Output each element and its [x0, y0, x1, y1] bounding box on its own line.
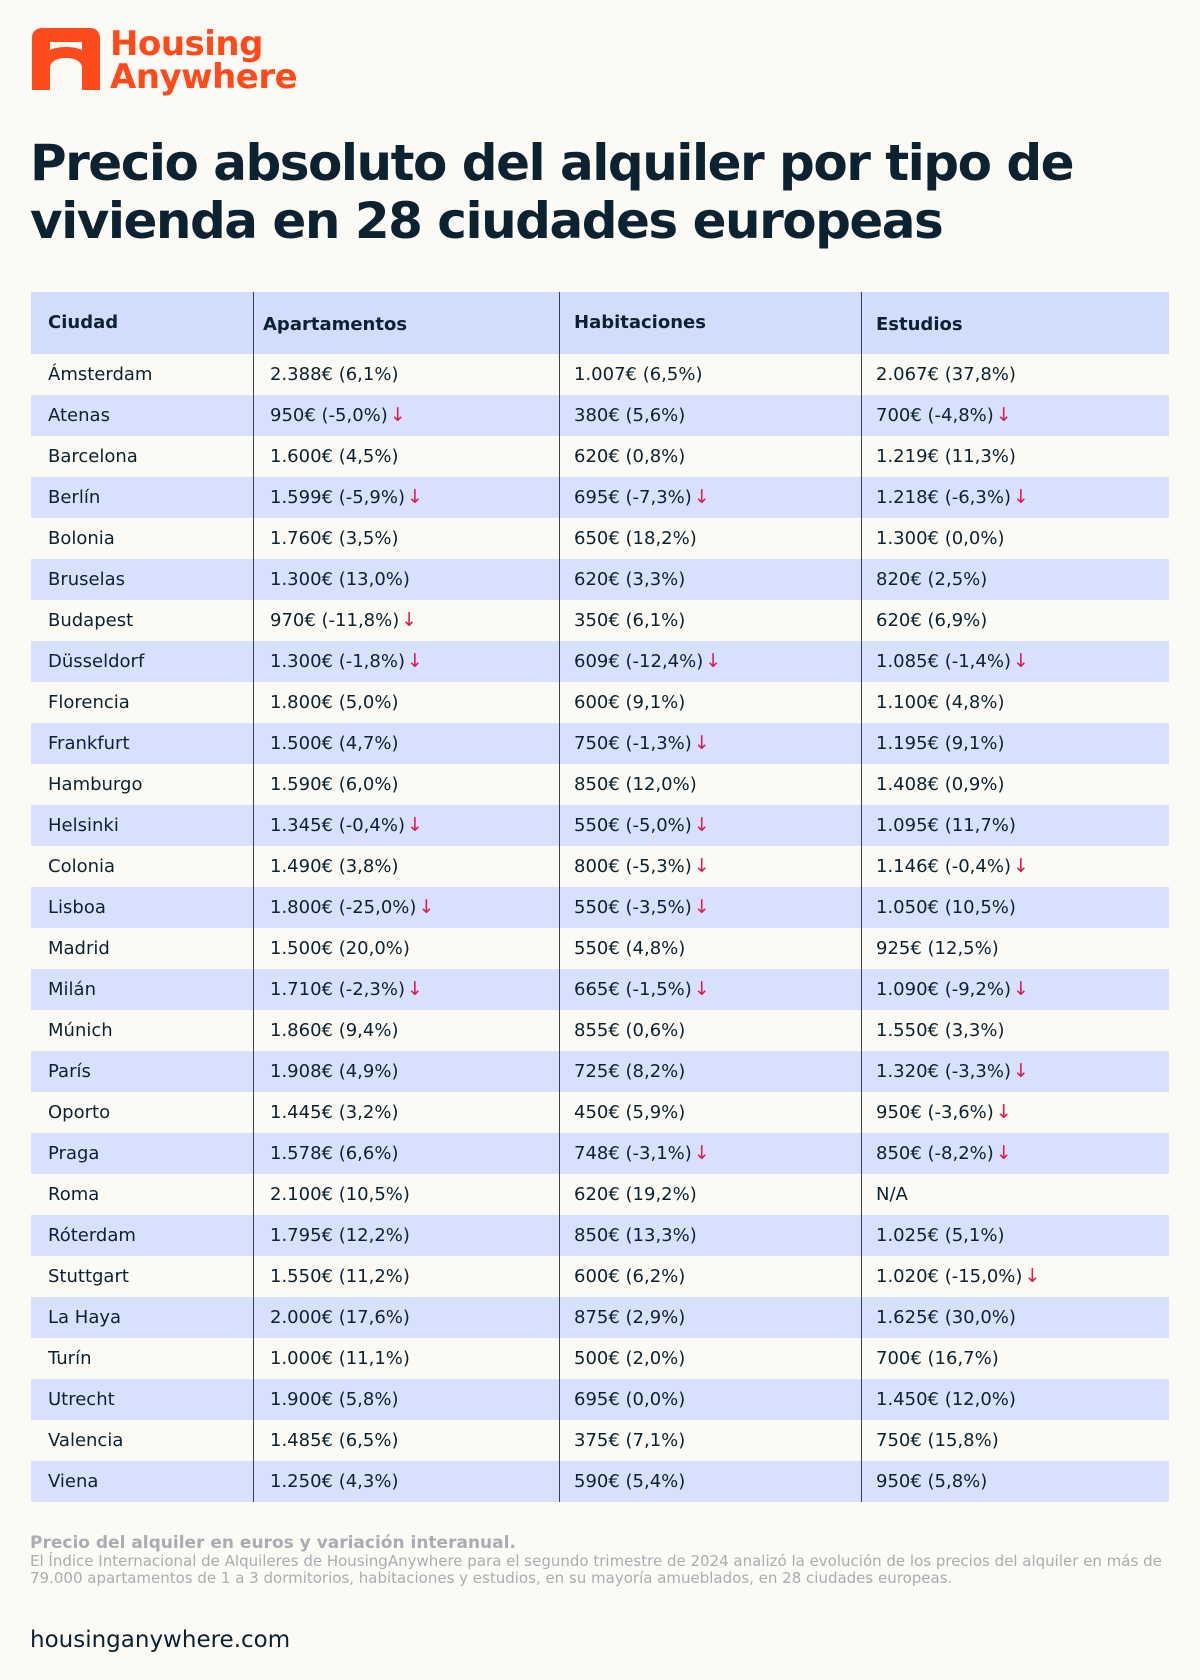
city-cell [31, 887, 253, 928]
rooms-cell-value: 875€ (2,9%) [574, 1307, 686, 1328]
decrease-arrow-icon: ↓ [705, 650, 722, 672]
apartments-cell [253, 928, 559, 969]
studios-cell [861, 1092, 1169, 1133]
apartments-cell [253, 641, 559, 682]
decrease-arrow-icon: ↓ [1012, 978, 1029, 1000]
apartments-cell [253, 805, 559, 846]
apartments-cell [253, 1256, 559, 1297]
city-cell [31, 969, 253, 1010]
apartments-cell [253, 1215, 559, 1256]
city-cell-value: Milán [48, 979, 96, 1000]
rooms-cell-value: 748€ (-3,1%) [574, 1143, 692, 1164]
studios-cell-value: 820€ (2,5%) [876, 569, 988, 590]
city-cell [31, 436, 253, 477]
city-cell [31, 1215, 253, 1256]
decrease-arrow-icon: ↓ [693, 486, 710, 508]
apartments-cell-value: 1.300€ (-1,8%) [270, 651, 405, 672]
studios-cell [861, 928, 1169, 969]
city-cell-value: París [48, 1061, 91, 1082]
rooms-cell [559, 477, 861, 518]
apartments-cell-value: 2.388€ (6,1%) [270, 364, 399, 385]
table-row [31, 764, 1169, 805]
table-body [31, 354, 1169, 1502]
city-cell-value: Düsseldorf [48, 651, 145, 672]
rooms-cell-value: 855€ (0,6%) [574, 1020, 686, 1041]
rooms-cell [559, 928, 861, 969]
studios-cell [861, 436, 1169, 477]
studios-cell-value: 1.020€ (-15,0%) [876, 1266, 1023, 1287]
table-row [31, 1133, 1169, 1174]
rent-price-table [31, 292, 1169, 1502]
studios-cell [861, 1133, 1169, 1174]
studios-cell-value: 2.067€ (37,8%) [876, 364, 1016, 385]
page-title-line2: vivienda en 28 ciudades europeas [30, 192, 943, 250]
decrease-arrow-icon: ↓ [693, 855, 710, 877]
rooms-cell [559, 395, 861, 436]
studios-cell-value: 1.100€ (4,8%) [876, 692, 1005, 713]
studios-cell-value: N/A [876, 1184, 908, 1205]
apartments-cell [253, 559, 559, 600]
apartments-cell-value: 970€ (-11,8%) [270, 610, 400, 631]
studios-cell [861, 1338, 1169, 1379]
apartments-cell-value: 1.300€ (13,0%) [270, 569, 410, 590]
apartments-cell-value: 1.710€ (-2,3%) [270, 979, 405, 1000]
city-cell [31, 600, 253, 641]
studios-cell [861, 354, 1169, 395]
table-row [31, 600, 1169, 641]
city-cell-value: Múnich [48, 1020, 113, 1041]
city-cell [31, 1092, 253, 1133]
rooms-cell [559, 1010, 861, 1051]
rooms-cell [559, 1297, 861, 1338]
city-cell [31, 518, 253, 559]
apartments-cell [253, 600, 559, 641]
apartments-cell-value: 1.908€ (4,9%) [270, 1061, 399, 1082]
studios-cell [861, 887, 1169, 928]
apartments-cell-value: 2.000€ (17,6%) [270, 1307, 410, 1328]
studios-cell [861, 1215, 1169, 1256]
decrease-arrow-icon: ↓ [995, 404, 1012, 426]
city-cell [31, 1256, 253, 1297]
studios-cell [861, 395, 1169, 436]
rooms-cell-value: 650€ (18,2%) [574, 528, 697, 549]
brand-name-line1: Housing [110, 24, 263, 64]
studios-cell-value: 1.219€ (11,3%) [876, 446, 1016, 467]
studios-cell-value: 1.146€ (-0,4%) [876, 856, 1011, 877]
brand-logo [32, 24, 298, 97]
page-title [30, 134, 1170, 250]
table-row [31, 928, 1169, 969]
table-row [31, 887, 1169, 928]
decrease-arrow-icon: ↓ [406, 814, 423, 836]
city-cell-value: Viena [48, 1471, 99, 1492]
table-row [31, 1174, 1169, 1215]
decrease-arrow-icon: ↓ [406, 650, 423, 672]
studios-cell [861, 1174, 1169, 1215]
studios-cell [861, 600, 1169, 641]
header-city: Ciudad [48, 312, 119, 333]
apartments-cell [253, 764, 559, 805]
footnote [30, 1533, 1170, 1587]
city-cell-value: Helsinki [48, 815, 119, 836]
table-row [31, 1051, 1169, 1092]
apartments-cell [253, 354, 559, 395]
rooms-cell-value: 375€ (7,1%) [574, 1430, 686, 1451]
city-cell [31, 805, 253, 846]
table-row [31, 1256, 1169, 1297]
city-cell-value: Colonia [48, 856, 116, 877]
table-row [31, 1420, 1169, 1461]
apartments-cell [253, 1461, 559, 1502]
apartments-cell-value: 950€ (-5,0%) [270, 405, 388, 426]
studios-cell [861, 764, 1169, 805]
rooms-cell [559, 436, 861, 477]
rooms-cell-value: 1.007€ (6,5%) [574, 364, 703, 385]
city-cell [31, 1010, 253, 1051]
rooms-cell-value: 550€ (-3,5%) [574, 897, 692, 918]
city-cell [31, 1297, 253, 1338]
apartments-cell-value: 1.760€ (3,5%) [270, 528, 399, 549]
apartments-cell-value: 1.490€ (3,8%) [270, 856, 399, 877]
table-row [31, 1379, 1169, 1420]
decrease-arrow-icon: ↓ [1024, 1265, 1041, 1287]
apartments-cell [253, 1379, 559, 1420]
table-row [31, 477, 1169, 518]
table-row [31, 682, 1169, 723]
studios-cell [861, 1010, 1169, 1051]
city-cell [31, 1461, 253, 1502]
table-row [31, 805, 1169, 846]
apartments-cell [253, 1133, 559, 1174]
city-cell-value: Utrecht [48, 1389, 115, 1410]
apartments-cell-value: 1.900€ (5,8%) [270, 1389, 399, 1410]
header-rooms: Habitaciones [559, 292, 861, 354]
footnote-line1: El Índice Internacional de Alquileres de HousingAnywhere para el segundo trimestre de 2024 analizó la evolución de los precios del alquiler en más de [30, 1552, 1162, 1570]
city-cell-value: Valencia [48, 1430, 124, 1451]
city-cell-value: Bolonia [48, 528, 115, 549]
footnote-line2: 79.000 apartamentos de 1 a 3 dormitorios, habitaciones y estudios, en su mayoría amueblados, en 28 ciudades europeas. [30, 1569, 953, 1587]
studios-cell-value: 925€ (12,5%) [876, 938, 999, 959]
apartments-cell-value: 1.345€ (-0,4%) [270, 815, 405, 836]
rooms-cell [559, 764, 861, 805]
city-cell-value: Madrid [48, 938, 110, 959]
apartments-cell-value: 1.000€ (11,1%) [270, 1348, 410, 1369]
apartments-cell [253, 477, 559, 518]
studios-cell [861, 477, 1169, 518]
rooms-cell [559, 805, 861, 846]
studios-cell [861, 559, 1169, 600]
rooms-cell [559, 354, 861, 395]
decrease-arrow-icon: ↓ [995, 1101, 1012, 1123]
apartments-cell-value: 1.860€ (9,4%) [270, 1020, 399, 1041]
decrease-arrow-icon: ↓ [1012, 486, 1029, 508]
studios-cell-value: 1.195€ (9,1%) [876, 733, 1005, 754]
rooms-cell [559, 1092, 861, 1133]
decrease-arrow-icon: ↓ [693, 814, 710, 836]
apartments-cell [253, 1297, 559, 1338]
rooms-cell-value: 620€ (3,3%) [574, 569, 686, 590]
rooms-cell [559, 600, 861, 641]
rooms-cell [559, 682, 861, 723]
apartments-cell [253, 436, 559, 477]
rooms-cell-value: 695€ (0,0%) [574, 1389, 686, 1410]
header-apartments: Apartamentos [253, 292, 559, 354]
studios-cell [861, 969, 1169, 1010]
rooms-cell-value: 350€ (6,1%) [574, 610, 686, 631]
studios-cell-value: 1.320€ (-3,3%) [876, 1061, 1011, 1082]
apartments-cell [253, 1338, 559, 1379]
rooms-cell [559, 1133, 861, 1174]
table-row [31, 559, 1169, 600]
rooms-cell-value: 665€ (-1,5%) [574, 979, 692, 1000]
rooms-cell [559, 887, 861, 928]
city-cell-value: Ámsterdam [48, 364, 153, 385]
rooms-cell-value: 695€ (-7,3%) [574, 487, 692, 508]
footnote-title: Precio del alquiler en euros y variación interanual. [30, 1533, 516, 1553]
city-cell-value: Lisboa [48, 897, 106, 918]
city-cell-value: La Haya [48, 1307, 122, 1328]
table-row [31, 395, 1169, 436]
apartments-cell-value: 2.100€ (10,5%) [270, 1184, 410, 1205]
rooms-cell-value: 725€ (8,2%) [574, 1061, 686, 1082]
brand-wordmark [110, 24, 298, 97]
rooms-cell [559, 1379, 861, 1420]
city-cell-value: Róterdam [48, 1225, 136, 1246]
apartments-cell-value: 1.600€ (4,5%) [270, 446, 399, 467]
apartments-cell-value: 1.795€ (12,2%) [270, 1225, 410, 1246]
studios-cell [861, 682, 1169, 723]
studios-cell [861, 1420, 1169, 1461]
studios-cell [861, 1256, 1169, 1297]
decrease-arrow-icon: ↓ [1012, 1060, 1029, 1082]
decrease-arrow-icon: ↓ [406, 486, 423, 508]
decrease-arrow-icon: ↓ [1012, 855, 1029, 877]
city-cell-value: Bruselas [48, 569, 126, 590]
studios-cell-value: 1.050€ (10,5%) [876, 897, 1016, 918]
city-cell-value: Barcelona [48, 446, 138, 467]
table-row [31, 1338, 1169, 1379]
apartments-cell-value: 1.599€ (-5,9%) [270, 487, 405, 508]
studios-cell-value: 700€ (16,7%) [876, 1348, 999, 1369]
table-row [31, 969, 1169, 1010]
city-cell-value: Stuttgart [48, 1266, 129, 1287]
rooms-cell-value: 850€ (12,0%) [574, 774, 697, 795]
decrease-arrow-icon: ↓ [1012, 650, 1029, 672]
apartments-cell [253, 1051, 559, 1092]
rooms-cell [559, 1420, 861, 1461]
table-row [31, 1092, 1169, 1133]
table-row [31, 1215, 1169, 1256]
rooms-cell-value: 500€ (2,0%) [574, 1348, 686, 1369]
studios-cell-value: 1.095€ (11,7%) [876, 815, 1016, 836]
apartments-cell-value: 1.550€ (11,2%) [270, 1266, 410, 1287]
city-cell-value: Berlín [48, 487, 101, 508]
studios-cell-value: 1.300€ (0,0%) [876, 528, 1005, 549]
city-cell-value: Hamburgo [48, 774, 143, 795]
city-cell-value: Oporto [48, 1102, 111, 1123]
city-cell [31, 846, 253, 887]
apartments-cell-value: 1.590€ (6,0%) [270, 774, 399, 795]
rooms-cell [559, 723, 861, 764]
rooms-cell [559, 1256, 861, 1297]
studios-cell-value: 1.090€ (-9,2%) [876, 979, 1011, 1000]
apartments-cell-value: 1.800€ (5,0%) [270, 692, 399, 713]
studios-cell [861, 1461, 1169, 1502]
apartments-cell [253, 1010, 559, 1051]
apartments-cell-value: 1.445€ (3,2%) [270, 1102, 399, 1123]
studios-cell [861, 723, 1169, 764]
apartments-cell [253, 723, 559, 764]
header-studios: Estudios [861, 292, 1169, 354]
apartments-cell-value: 1.800€ (-25,0%) [270, 897, 417, 918]
rooms-cell [559, 1461, 861, 1502]
rooms-cell [559, 1051, 861, 1092]
rooms-cell [559, 1215, 861, 1256]
city-cell [31, 1379, 253, 1420]
city-cell [31, 477, 253, 518]
city-cell-value: Praga [48, 1143, 100, 1164]
rooms-cell-value: 750€ (-1,3%) [574, 733, 692, 754]
table-row [31, 436, 1169, 477]
studios-cell [861, 1297, 1169, 1338]
studios-cell-value: 1.550€ (3,3%) [876, 1020, 1005, 1041]
city-cell [31, 1133, 253, 1174]
apartments-cell [253, 518, 559, 559]
city-cell [31, 723, 253, 764]
city-cell [31, 682, 253, 723]
studios-cell-value: 1.085€ (-1,4%) [876, 651, 1011, 672]
rooms-cell-value: 600€ (6,2%) [574, 1266, 686, 1287]
studios-cell-value: 750€ (15,8%) [876, 1430, 999, 1451]
housinganywhere-mark-icon [32, 28, 100, 90]
table-row [31, 354, 1169, 395]
apartments-cell-value: 1.485€ (6,5%) [270, 1430, 399, 1451]
apartments-cell-value: 1.500€ (4,7%) [270, 733, 399, 754]
decrease-arrow-icon: ↓ [406, 978, 423, 1000]
city-cell-value: Turín [48, 1348, 92, 1369]
rooms-cell-value: 620€ (0,8%) [574, 446, 686, 467]
city-cell-value: Roma [48, 1184, 100, 1205]
studios-cell-value: 1.408€ (0,9%) [876, 774, 1005, 795]
rooms-cell-value: 450€ (5,9%) [574, 1102, 686, 1123]
brand-name-line2: Anywhere [110, 57, 298, 97]
city-cell [31, 764, 253, 805]
apartments-cell [253, 887, 559, 928]
studios-cell [861, 1051, 1169, 1092]
rooms-cell [559, 518, 861, 559]
studios-cell-value: 850€ (-8,2%) [876, 1143, 994, 1164]
studios-cell [861, 805, 1169, 846]
decrease-arrow-icon: ↓ [693, 732, 710, 754]
table-row [31, 723, 1169, 764]
studios-cell-value: 1.450€ (12,0%) [876, 1389, 1016, 1410]
rooms-cell-value: 620€ (19,2%) [574, 1184, 697, 1205]
rooms-cell-value: 550€ (4,8%) [574, 938, 686, 959]
rooms-cell-value: 590€ (5,4%) [574, 1471, 686, 1492]
city-cell [31, 928, 253, 969]
decrease-arrow-icon: ↓ [389, 404, 406, 426]
studios-cell-value: 1.625€ (30,0%) [876, 1307, 1016, 1328]
table-row [31, 1297, 1169, 1338]
table-row [31, 641, 1169, 682]
apartments-cell [253, 1092, 559, 1133]
rooms-cell-value: 550€ (-5,0%) [574, 815, 692, 836]
studios-cell [861, 641, 1169, 682]
footer-url[interactable]: housinganywhere.com [30, 1627, 291, 1653]
rooms-cell-value: 380€ (5,6%) [574, 405, 686, 426]
studios-cell-value: 700€ (-4,8%) [876, 405, 994, 426]
decrease-arrow-icon: ↓ [401, 609, 418, 631]
rooms-cell [559, 846, 861, 887]
city-cell-value: Atenas [48, 405, 110, 426]
city-cell [31, 1051, 253, 1092]
decrease-arrow-icon: ↓ [693, 1142, 710, 1164]
rooms-cell [559, 641, 861, 682]
rooms-cell [559, 969, 861, 1010]
city-cell [31, 1338, 253, 1379]
studios-cell-value: 950€ (-3,6%) [876, 1102, 994, 1123]
decrease-arrow-icon: ↓ [418, 896, 435, 918]
rooms-cell-value: 800€ (-5,3%) [574, 856, 692, 877]
city-cell [31, 354, 253, 395]
rooms-cell [559, 1338, 861, 1379]
table-header [31, 292, 1169, 354]
city-cell-value: Frankfurt [48, 733, 130, 754]
rooms-cell [559, 1174, 861, 1215]
decrease-arrow-icon: ↓ [693, 896, 710, 918]
apartments-cell [253, 395, 559, 436]
studios-cell [861, 518, 1169, 559]
city-cell [31, 641, 253, 682]
page-title-line1: Precio absoluto del alquiler por tipo de [30, 134, 1074, 192]
apartments-cell-value: 1.578€ (6,6%) [270, 1143, 399, 1164]
rooms-cell-value: 600€ (9,1%) [574, 692, 686, 713]
studios-cell-value: 620€ (6,9%) [876, 610, 988, 631]
apartments-cell [253, 1174, 559, 1215]
city-cell-value: Budapest [48, 610, 134, 631]
apartments-cell [253, 682, 559, 723]
studios-cell [861, 1379, 1169, 1420]
studios-cell-value: 950€ (5,8%) [876, 1471, 988, 1492]
city-cell-value: Florencia [48, 692, 130, 713]
table-row [31, 518, 1169, 559]
table-row [31, 846, 1169, 887]
studios-cell [861, 846, 1169, 887]
table-row [31, 1010, 1169, 1051]
apartments-cell [253, 1420, 559, 1461]
rooms-cell-value: 609€ (-12,4%) [574, 651, 704, 672]
studios-cell-value: 1.218€ (-6,3%) [876, 487, 1011, 508]
decrease-arrow-icon: ↓ [995, 1142, 1012, 1164]
apartments-cell-value: 1.500€ (20,0%) [270, 938, 410, 959]
decrease-arrow-icon: ↓ [693, 978, 710, 1000]
apartments-cell-value: 1.250€ (4,3%) [270, 1471, 399, 1492]
apartments-cell [253, 969, 559, 1010]
rooms-cell-value: 850€ (13,3%) [574, 1225, 697, 1246]
rooms-cell [559, 559, 861, 600]
city-cell [31, 559, 253, 600]
city-cell [31, 395, 253, 436]
apartments-cell [253, 846, 559, 887]
city-cell [31, 1174, 253, 1215]
studios-cell-value: 1.025€ (5,1%) [876, 1225, 1005, 1246]
city-cell [31, 1420, 253, 1461]
table-row [31, 1461, 1169, 1502]
